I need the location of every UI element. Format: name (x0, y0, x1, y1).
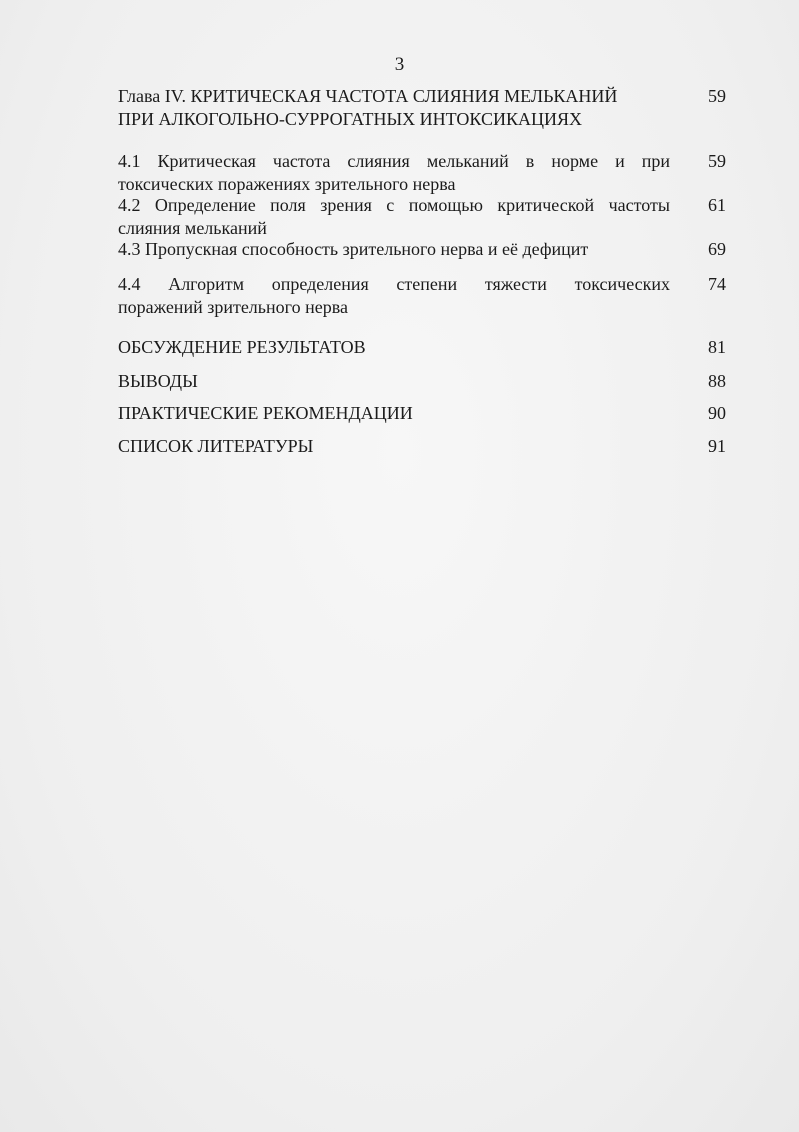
toc-entry-title: СПИСОК ЛИТЕРАТУРЫ (118, 436, 314, 456)
toc-entry-text (118, 402, 670, 425)
toc-entry-text (118, 150, 670, 196)
page-number: 3 (394, 54, 405, 75)
toc-entry-title: ВЫВОДЫ (118, 371, 198, 391)
toc-chapter-title-line-1: Глава IV. КРИТИЧЕСКАЯ ЧАСТОТА СЛИЯНИЯ МЕЛЬКАНИЙ (118, 86, 618, 106)
toc-page-number: 61 (708, 195, 726, 215)
toc-entry-title: ПРАКТИЧЕСКИЕ РЕКОМЕНДАЦИИ (118, 403, 413, 423)
toc-section-line-1: 4.1 Критическая частота слияния мельканий в норме и при (118, 151, 670, 171)
toc-entry-text (118, 238, 670, 261)
toc-section-line-2: токсических поражениях зрительного нерва (118, 174, 456, 194)
toc-entry-text (118, 273, 670, 319)
toc-page-number: 88 (708, 371, 726, 391)
toc-entry-text (118, 370, 670, 393)
toc-entry-title: ОБСУЖДЕНИЕ РЕЗУЛЬТАТОВ (118, 337, 366, 357)
toc-section-line-2: поражений зрительного нерва (118, 297, 348, 317)
toc-page-number: 59 (708, 151, 726, 171)
toc-page-number: 69 (708, 239, 726, 259)
toc-section-line-1: 4.3 Пропускная способность зрительного нерва и её дефицит (118, 239, 589, 259)
toc-entry-text (118, 435, 670, 458)
toc-section-line-2: слияния мельканий (118, 218, 267, 238)
toc-page-number: 91 (708, 436, 726, 456)
toc-chapter-title-line-2: ПРИ АЛКОГОЛЬНО-СУРРОГАТНЫХ ИНТОКСИКАЦИЯХ (118, 109, 583, 129)
toc-entry-text (118, 336, 670, 359)
toc-entry-text (118, 85, 670, 131)
toc-section-line-1: 4.4 Алгоритм определения степени тяжести токсических (118, 274, 670, 294)
toc-entry-text (118, 194, 670, 240)
toc-page-number: 90 (708, 403, 726, 423)
toc-section-line-1: 4.2 Определение поля зрения с помощью критической частоты (118, 195, 670, 215)
toc-page-number: 81 (708, 337, 726, 357)
toc-page-number: 59 (708, 86, 726, 106)
toc-page-number: 74 (708, 274, 726, 294)
